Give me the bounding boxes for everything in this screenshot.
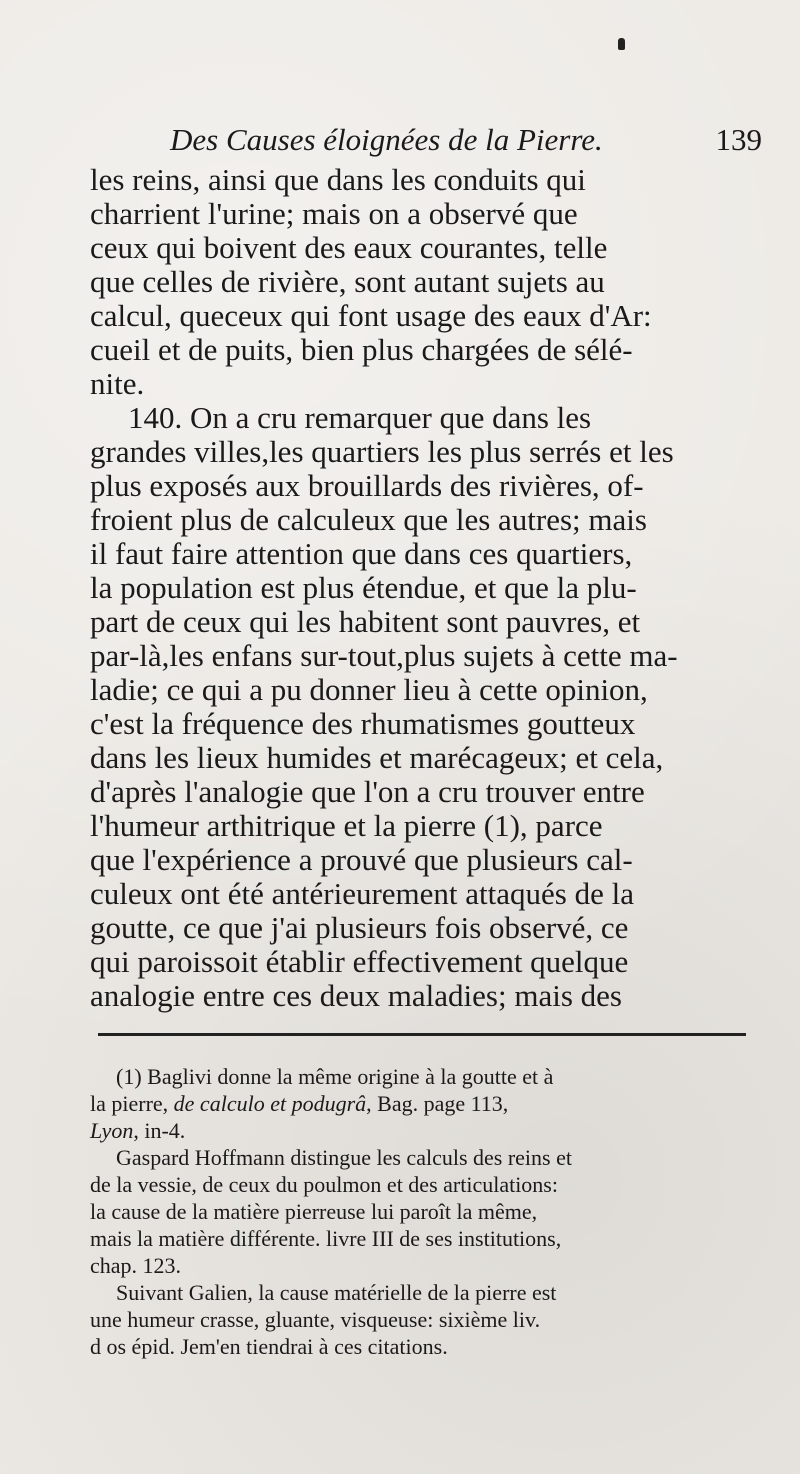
text-line: que l'expérience a prouvé que plusieurs cal- [90, 842, 633, 877]
running-head-title: Des Causes éloignées de la Pierre. [170, 122, 603, 157]
footnote-line [90, 1117, 572, 1144]
text-line: grandes villes,les quartiers les plus serrés et les [90, 434, 674, 469]
footnotes [90, 1063, 572, 1360]
text-line: dans les lieux humides et marécageux; et cela, [90, 740, 664, 775]
footnote-line: une humeur crasse, gluante, visqueuse: sixième liv. [90, 1307, 541, 1332]
footnote-line: chap. 123. [90, 1253, 182, 1278]
text-line: qui paroissoit établir effectivement quelque [90, 944, 629, 979]
footnote-rule [98, 1033, 746, 1036]
text-line: l'humeur arthitrique et la pierre (1), parce [90, 808, 603, 843]
footnote-line: de la vessie, de ceux du poulmon et des articulations: [90, 1172, 558, 1197]
footnote-line: Suivant Galien, la cause matérielle de la pierre est [116, 1280, 557, 1305]
footnote-italic: de calculo et podugrâ [173, 1091, 367, 1116]
text-line: 140. On a cru remarquer que dans les [128, 400, 592, 435]
footnote-line: mais la matière différente. livre III de ses institutions, [90, 1226, 562, 1251]
footnote-line: d os épid. Jem'en tiendrai à ces citations. [90, 1334, 448, 1359]
text-line: culeux ont été antérieurement attaqués de la [90, 876, 634, 911]
text-line: ladie; ce qui a pu donner lieu à cette opinion, [90, 672, 648, 707]
text-line: d'après l'analogie que l'on a cru trouver entre [90, 774, 645, 809]
footnote-line: Gaspard Hoffmann distingue les calculs des reins et [116, 1145, 572, 1170]
running-head [170, 122, 770, 158]
text-line: charrient l'urine; mais on a observé que [90, 196, 578, 231]
page-number: 139 [715, 122, 762, 157]
body-text [90, 163, 678, 1013]
text-line: les reins, ainsi que dans les conduits qui [90, 162, 586, 197]
text-line: part de ceux qui les habitent sont pauvres, et [90, 604, 641, 639]
text-line: calcul, queceux qui font usage des eaux d'Ar: [90, 298, 652, 333]
text-line: plus exposés aux brouillards des rivières, of- [90, 468, 644, 503]
text-line: la population est plus étendue, et que la plu- [90, 570, 637, 605]
text-line: que celles de rivière, sont autant sujets au [90, 264, 605, 299]
text-line: cueil et de puits, bien plus chargées de sélé- [90, 332, 633, 367]
footnote-text: la pierre, [90, 1091, 174, 1116]
footnote-text: , Bag. page 113, [366, 1091, 509, 1116]
footnote-italic: Lyon [90, 1118, 134, 1143]
ink-mark [618, 38, 625, 50]
footnote-text: , in-4. [133, 1118, 186, 1143]
footnote-line: (1) Baglivi donne la même origine à la goutte et à [116, 1064, 554, 1089]
text-line: analogie entre ces deux maladies; mais des [90, 978, 622, 1013]
text-line: c'est la fréquence des rhumatismes goutteux [90, 706, 636, 741]
text-line: par-là,les enfans sur-tout,plus sujets à cette ma- [90, 638, 678, 673]
text-line: froient plus de calculeux que les autres; mais [90, 502, 647, 537]
text-line: il faut faire attention que dans ces quartiers, [90, 536, 633, 571]
text-line: nite. [90, 366, 145, 401]
footnote-line: la cause de la matière pierreuse lui paroît la même, [90, 1199, 538, 1224]
footnote-line [90, 1090, 572, 1117]
text-line: goutte, ce que j'ai plusieurs fois observé, ce [90, 910, 629, 945]
text-line: ceux qui boivent des eaux courantes, telle [90, 230, 608, 265]
